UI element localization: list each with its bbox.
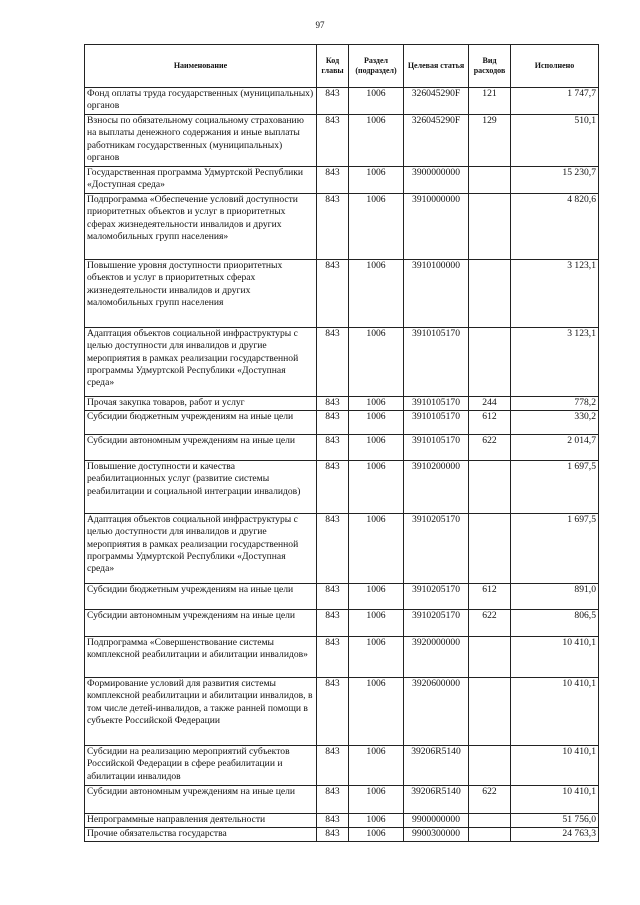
row-chapter: 843: [317, 637, 349, 678]
row-target: 9900300000: [404, 828, 469, 842]
header-chapter: Код главы: [317, 45, 349, 88]
row-amount: 806,5: [511, 610, 599, 637]
row-type: [469, 194, 511, 260]
table-row: [85, 167, 599, 194]
table-row: [85, 461, 599, 514]
row-amount: 1 747,7: [511, 88, 599, 115]
row-target: 3910105170: [404, 328, 469, 397]
row-type: 244: [469, 397, 511, 411]
table-row: [85, 584, 599, 610]
row-name: Формирование условий для развития системы комплексной реабилитации и абилитации инвалидов, в том числе детей-инвалидов, а также ранней помощи в субъекте Российской Федерации: [85, 678, 317, 746]
row-type: [469, 167, 511, 194]
row-type: [469, 678, 511, 746]
row-name: Субсидии автономным учреждениям на иные цели: [85, 786, 317, 814]
row-section: 1006: [349, 610, 404, 637]
row-section: 1006: [349, 328, 404, 397]
row-target: 3920600000: [404, 678, 469, 746]
header-name: Наименование: [85, 45, 317, 88]
row-chapter: 843: [317, 584, 349, 610]
row-chapter: 843: [317, 88, 349, 115]
row-target: 326045290F: [404, 115, 469, 167]
row-name: Прочая закупка товаров, работ и услуг: [85, 397, 317, 411]
row-name: Непрограммные направления деятельности: [85, 814, 317, 828]
row-name: Повышение доступности и качества реабилитационных услуг (развитие системы реабилитации и социальной интеграции инвалидов): [85, 461, 317, 514]
row-amount: 10 410,1: [511, 678, 599, 746]
row-section: 1006: [349, 411, 404, 435]
row-type: 612: [469, 411, 511, 435]
table-row: [85, 397, 599, 411]
row-type: [469, 328, 511, 397]
row-amount: 10 410,1: [511, 786, 599, 814]
row-target: 3910205170: [404, 584, 469, 610]
row-amount: 15 230,7: [511, 167, 599, 194]
row-type: 129: [469, 115, 511, 167]
row-name: Субсидии автономным учреждениям на иные цели: [85, 435, 317, 461]
table-row: [85, 88, 599, 115]
table-row: [85, 194, 599, 260]
row-target: 3910205170: [404, 610, 469, 637]
row-name: Субсидии бюджетным учреждениям на иные цели: [85, 584, 317, 610]
row-type: 612: [469, 584, 511, 610]
row-chapter: 843: [317, 828, 349, 842]
row-name: Подпрограмма «Совершенствование системы комплексной реабилитации и абилитации инвалидов»: [85, 637, 317, 678]
row-amount: 10 410,1: [511, 746, 599, 786]
table-row: [85, 411, 599, 435]
table-row: [85, 828, 599, 842]
row-chapter: 843: [317, 435, 349, 461]
row-section: 1006: [349, 637, 404, 678]
row-section: 1006: [349, 746, 404, 786]
row-chapter: 843: [317, 461, 349, 514]
header-executed: Исполнено: [511, 45, 599, 88]
page-number: 97: [315, 20, 325, 30]
row-target: 3910000000: [404, 194, 469, 260]
row-target: 3910105170: [404, 435, 469, 461]
row-chapter: 843: [317, 397, 349, 411]
row-name: Фонд оплаты труда государственных (муниципальных) органов: [85, 88, 317, 115]
row-type: 622: [469, 786, 511, 814]
row-amount: 891,0: [511, 584, 599, 610]
row-amount: 510,1: [511, 115, 599, 167]
row-section: 1006: [349, 115, 404, 167]
row-chapter: 843: [317, 194, 349, 260]
table-row: [85, 637, 599, 678]
row-name: Прочие обязательства государства: [85, 828, 317, 842]
row-target: 3910205170: [404, 514, 469, 584]
row-target: 39206R5140: [404, 786, 469, 814]
row-amount: 330,2: [511, 411, 599, 435]
row-type: 622: [469, 435, 511, 461]
row-target: 3900000000: [404, 167, 469, 194]
row-chapter: 843: [317, 411, 349, 435]
row-chapter: 843: [317, 610, 349, 637]
row-section: 1006: [349, 167, 404, 194]
row-chapter: 843: [317, 746, 349, 786]
row-section: 1006: [349, 260, 404, 328]
row-target: 326045290F: [404, 88, 469, 115]
row-type: [469, 461, 511, 514]
row-amount: 51 756,0: [511, 814, 599, 828]
table-row: [85, 610, 599, 637]
row-section: 1006: [349, 678, 404, 746]
row-section: 1006: [349, 461, 404, 514]
row-target: 3910100000: [404, 260, 469, 328]
row-type: [469, 814, 511, 828]
row-amount: 3 123,1: [511, 328, 599, 397]
row-chapter: 843: [317, 328, 349, 397]
row-target: 3920000000: [404, 637, 469, 678]
row-target: 3910105170: [404, 397, 469, 411]
row-amount: 1 697,5: [511, 514, 599, 584]
table-row: [85, 260, 599, 328]
table-row: [85, 435, 599, 461]
row-section: 1006: [349, 584, 404, 610]
row-section: 1006: [349, 786, 404, 814]
row-name: Взносы по обязательному социальному страхованию на выплаты денежного содержания и иные выплаты работникам государственных (муниципальных) органов: [85, 115, 317, 167]
row-chapter: 843: [317, 786, 349, 814]
row-target: 3910105170: [404, 411, 469, 435]
row-amount: 24 763,3: [511, 828, 599, 842]
row-target: 39206R5140: [404, 746, 469, 786]
row-section: 1006: [349, 194, 404, 260]
table-row: [85, 746, 599, 786]
table-header-row: [85, 45, 599, 88]
table-row: [85, 115, 599, 167]
header-target: Целевая статья: [404, 45, 469, 88]
row-amount: 2 014,7: [511, 435, 599, 461]
row-type: [469, 828, 511, 842]
row-section: 1006: [349, 814, 404, 828]
row-type: 121: [469, 88, 511, 115]
row-amount: 4 820,6: [511, 194, 599, 260]
row-amount: 3 123,1: [511, 260, 599, 328]
row-chapter: 843: [317, 260, 349, 328]
row-name: Субсидии автономным учреждениям на иные цели: [85, 610, 317, 637]
table-row: [85, 678, 599, 746]
row-section: 1006: [349, 828, 404, 842]
row-name: Адаптация объектов социальной инфраструктуры с целью доступности для инвалидов и другие мероприятия в рамках реализации государственной программы Удмуртской Республики «Доступная среда»: [85, 514, 317, 584]
budget-table: [84, 44, 599, 842]
row-section: 1006: [349, 514, 404, 584]
row-amount: 1 697,5: [511, 461, 599, 514]
row-name: Подпрограмма «Обеспечение условий доступности приоритетных объектов и услуг в приоритетных сферах жизнедеятельности инвалидов и других маломобильных групп населения»: [85, 194, 317, 260]
table-row: [85, 786, 599, 814]
row-name: Государственная программа Удмуртской Республики «Доступная среда»: [85, 167, 317, 194]
row-name: Повышение уровня доступности приоритетных объектов и услуг в приоритетных сферах жизнедеятельности инвалидов и других маломобильных групп населения: [85, 260, 317, 328]
table-row: [85, 514, 599, 584]
row-type: [469, 260, 511, 328]
header-section: Раздел (подраздел): [349, 45, 404, 88]
row-section: 1006: [349, 397, 404, 411]
row-section: 1006: [349, 88, 404, 115]
row-type: [469, 637, 511, 678]
row-section: 1006: [349, 435, 404, 461]
row-chapter: 843: [317, 167, 349, 194]
row-amount: 10 410,1: [511, 637, 599, 678]
row-target: 9900000000: [404, 814, 469, 828]
row-chapter: 843: [317, 678, 349, 746]
row-type: 622: [469, 610, 511, 637]
row-chapter: 843: [317, 514, 349, 584]
row-type: [469, 746, 511, 786]
row-chapter: 843: [317, 814, 349, 828]
header-expense-type: Вид расходов: [469, 45, 511, 88]
row-target: 3910200000: [404, 461, 469, 514]
row-type: [469, 514, 511, 584]
table-row: [85, 814, 599, 828]
row-name: Адаптация объектов социальной инфраструктуры с целью доступности для инвалидов и другие мероприятия в рамках реализации государственной программы Удмуртской Республики «Доступная среда»: [85, 328, 317, 397]
row-name: Субсидии бюджетным учреждениям на иные цели: [85, 411, 317, 435]
row-name: Субсидии на реализацию мероприятий субъектов Российской Федерации в сфере реабилитации и абилитации инвалидов: [85, 746, 317, 786]
row-chapter: 843: [317, 115, 349, 167]
table-row: [85, 328, 599, 397]
row-amount: 778,2: [511, 397, 599, 411]
